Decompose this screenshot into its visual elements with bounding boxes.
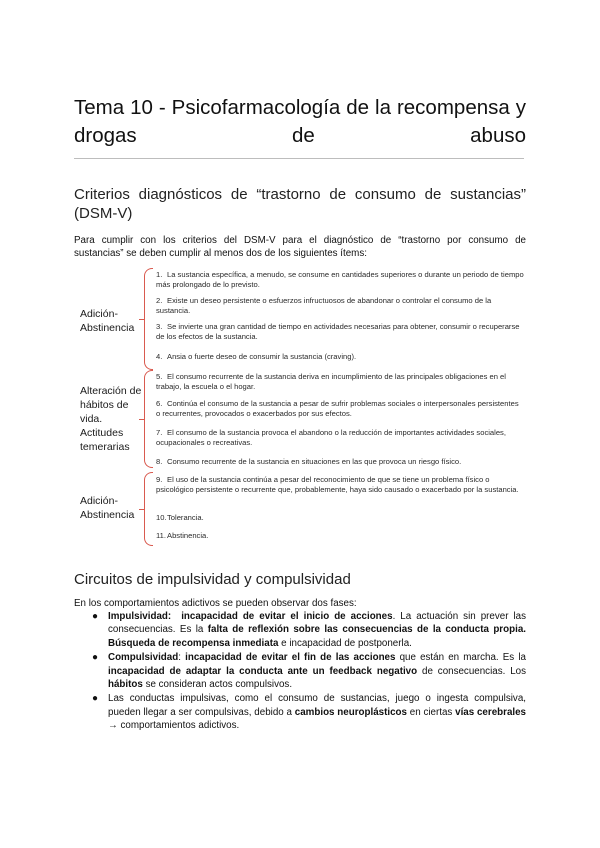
bullet-icon: ● — [92, 652, 99, 664]
criterion-text: El consumo recurrente de la sustancia deriva en incumplimiento de las principales obligaciones en el trabajo, la escuela o el hogar. — [156, 372, 506, 392]
criterion-item — [156, 399, 524, 419]
bold-text: incapacidad de evitar el fin de las acciones — [185, 652, 396, 664]
bold-text: falta de reflexión sobre las consecuencias de la conducta propia. Búsqueda de recompensa inmediata — [108, 624, 526, 649]
criterion-item — [156, 352, 524, 362]
text: que están en marcha. Es la — [395, 652, 526, 664]
criterion-number: 1. — [156, 270, 163, 279]
group-label-adicion-1: Adición-Abstinencia — [80, 308, 135, 334]
text: e incapacidad de postponerla. — [278, 637, 412, 649]
criterion-text: Existe un deseo persistente o esfuerzos infructuosos de abandonar o controlar el consumo de la sustancia. — [156, 296, 492, 316]
text: en ciertas — [406, 706, 456, 718]
criteria-intro-line-1: Para cumplir con los criterios del DSM-V para el diagnóstico de “trastorno por consumo de — [74, 235, 526, 246]
criteria-intro-line-2: sustancias” se deben cumplir al menos dos de los siguientes ítems: — [74, 248, 367, 259]
page-title — [74, 94, 526, 150]
criterion-number: 5. — [156, 372, 163, 381]
bold-text: hábitos — [108, 679, 143, 691]
criterion-item — [156, 270, 524, 290]
criterion-text: La sustancia específica, a menudo, se consume en cantidades superiores o durante un periodo de tiempo más prolongado de lo previsto. — [156, 270, 524, 290]
criterion-text: Tolerancia. — [167, 513, 204, 522]
title-line-1: Tema 10 - Psicofarmacología de la recompensa y — [74, 96, 526, 119]
criterion-number: 11. — [156, 531, 166, 540]
horizontal-divider — [74, 158, 524, 159]
bold-text: incapacidad de evitar el inicio de acciones — [181, 611, 393, 622]
section-heading-criteria-line-2: (DSM-V) — [74, 205, 133, 222]
bold-text: vías cerebrales — [455, 706, 527, 718]
criterion-item — [156, 296, 524, 316]
criteria-figure — [74, 262, 526, 552]
text: Las conductas impulsivas, como el consumo de sustancias, juego o ingesta compulsiva, pueden llegar a ser compulsivas, debido a — [108, 693, 526, 718]
criterion-item — [156, 457, 524, 467]
text: → comportamientos adictivos. — [108, 720, 240, 732]
section-heading-criteria — [74, 185, 526, 223]
text: : — [178, 652, 186, 664]
group-brace-3 — [144, 472, 153, 546]
circuits-intro-paragraph: En los comportamientos adictivos se pueden observar dos fases: — [74, 598, 357, 609]
bold-text: incapacidad de adaptar la conducta ante un feedback negativo — [108, 665, 418, 677]
group-label-habitos: Alteración de hábitos de vida. Actitudes temerarias — [80, 385, 142, 453]
criterion-number: 8. — [156, 457, 163, 466]
group-label-adicion-2: Adición-Abstinencia — [80, 495, 135, 521]
criterion-item — [156, 531, 524, 541]
group-brace-1 — [144, 268, 153, 370]
criterion-item — [156, 475, 524, 495]
criterion-number: 10. — [156, 513, 167, 522]
list-item — [74, 610, 526, 650]
text: . La actuación sin prever las consecuencias. Es la — [108, 611, 527, 636]
criterion-number: 7. — [156, 428, 163, 437]
list-item — [74, 651, 526, 691]
group-brace-2 — [144, 370, 153, 468]
criterion-item — [156, 322, 524, 342]
criterion-number: 6. — [156, 399, 163, 408]
criterion-item — [156, 428, 524, 448]
criterion-number: 2. — [156, 296, 163, 305]
criterion-number: 3. — [156, 322, 163, 331]
criterion-text: Consumo recurrente de la sustancia en situaciones en las que provoca un riesgo físico. — [167, 457, 462, 466]
bullet-icon: ● — [92, 611, 99, 622]
criterion-text: Abstinencia. — [167, 531, 209, 540]
criteria-intro-paragraph — [74, 234, 526, 260]
title-line-2 — [74, 122, 526, 150]
text: de consecuencias. Los — [417, 665, 527, 677]
text — [171, 611, 181, 622]
bold-text: Impulsividad: — [108, 611, 172, 622]
criterion-item — [156, 372, 524, 392]
text: se consideran actos compulsivos. — [142, 679, 293, 691]
criterion-text: Continúa el consumo de la sustancia a pesar de sufrir problemas sociales o interpersonales persistentes o recurrentes, provocados o exacerbados por sus efectos. — [156, 399, 519, 419]
title-line-2-text: drogas de abuso — [74, 124, 526, 147]
criterion-text: Se invierte una gran cantidad de tiempo en actividades necesarias para obtener, consumir o recuperarse de los efectos de la sustancia. — [156, 322, 520, 342]
bold-text: cambios neuroplásticos — [294, 706, 407, 718]
list-item — [74, 692, 526, 732]
criterion-number: 9. — [156, 475, 163, 484]
section-heading-criteria-line-1: Criterios diagnósticos de “trastorno de consumo de sustancias” — [74, 186, 526, 203]
criterion-text: Ansia o fuerte deseo de consumir la sustancia (craving). — [167, 352, 357, 361]
criterion-text: El uso de la sustancia continúa a pesar del reconocimiento de que se tiene un problema físico o psicológico persistente o recurrente que, probablemente, haya sido causado o exacerbado por la sustancia. — [156, 475, 519, 495]
criterion-number: 4. — [156, 352, 163, 361]
criterion-text: El consumo de la sustancia provoca el abandono o la reducción de importantes actividades sociales, ocupacionales o recreativas. — [156, 428, 506, 448]
section-heading-circuits: Circuitos de impulsividad y compulsividad — [74, 571, 351, 588]
bullet-icon: ● — [92, 693, 99, 705]
criterion-item — [156, 513, 524, 523]
circuits-bullet-list — [74, 610, 526, 734]
bold-text: Compulsividad — [108, 652, 179, 664]
